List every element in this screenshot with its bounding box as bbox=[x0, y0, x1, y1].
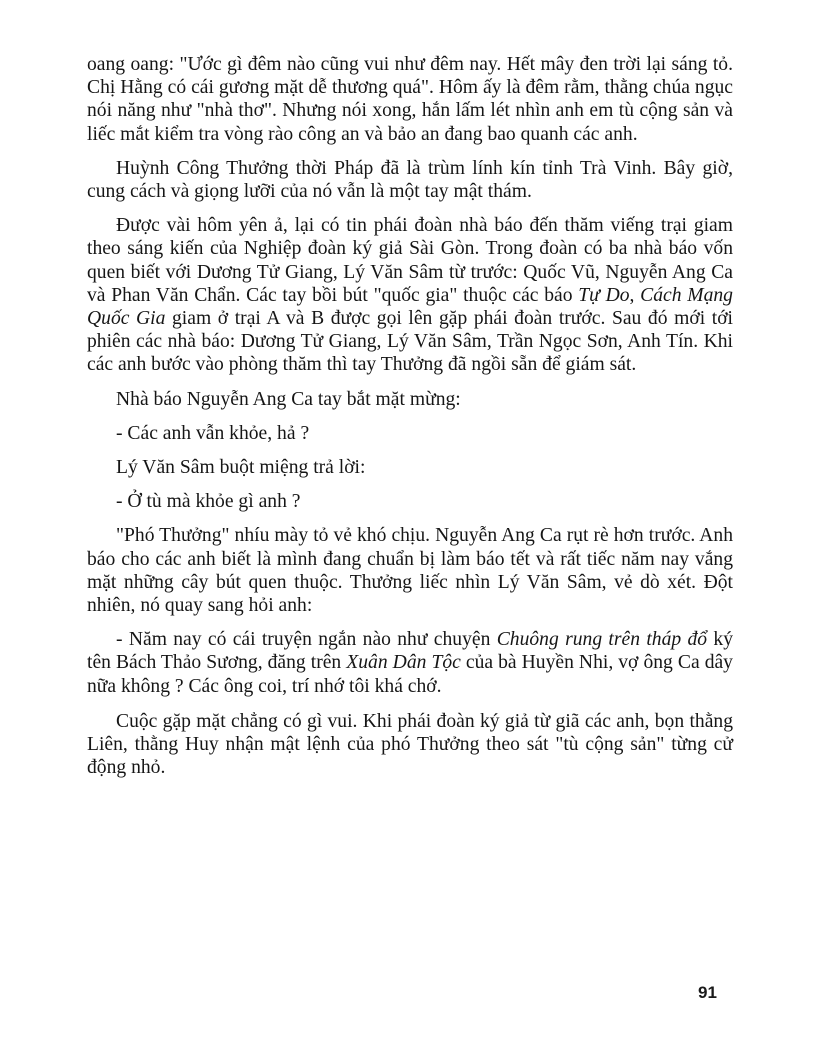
paragraph-1-text: oang oang: "Ước gì đêm nào cũng vui như đêm nay. Hết mây đen trời lại sáng tỏ. Chị Hằng có cái gương mặt dễ thương quá". Hôm ấy là đêm rằm, thằng chúa ngục nói năng như "nhà thơ". Nhưng nói xong, hắn lấm lét nhìn anh em tù cộng sản và liếc mắt kiểm tra vòng rào công an và bảo an đang bao quanh các anh. bbox=[87, 54, 733, 145]
paragraph-8 bbox=[87, 524, 733, 617]
paragraph-6-text: Lý Văn Sâm buột miệng trả lời: bbox=[116, 457, 366, 479]
paragraph-6 bbox=[87, 456, 733, 479]
dialogue-line-1-text: - Các anh vẫn khỏe, hả ? bbox=[116, 422, 310, 444]
paragraph-3-comma: , bbox=[629, 284, 641, 306]
paragraph-10-text: Cuộc gặp mặt chẳng có gì vui. Khi phái đoàn ký giả từ giã các anh, bọn thằng Liên, thằng Huy nhận mật lệnh của phó Thưởng theo sát "tù cộng sản" từng cử động nhỏ. bbox=[87, 710, 733, 779]
dialogue-line-3-text-c: của bà Huyền Nhi, vợ ông Ca dây nữa không ? Các ông coi, trí nhớ tôi khá chớ. bbox=[87, 652, 733, 697]
paragraph-4-text: Nhà báo Nguyễn Ang Ca tay bắt mặt mừng: bbox=[116, 388, 461, 410]
paragraph-3 bbox=[87, 214, 733, 376]
newspaper-title-xuan-dan-toc: Xuân Dân Tộc bbox=[346, 652, 461, 674]
story-title-chuong-rung: Chuông rung trên tháp đổ bbox=[496, 629, 708, 651]
paragraph-2-text: Huỳnh Công Thưởng thời Pháp đã là trùm lính kín tỉnh Trà Vinh. Bây giờ, cung cách và giọng lưỡi của nó vẫn là một tay mật thám. bbox=[87, 157, 733, 203]
page-body bbox=[87, 53, 733, 779]
paragraph-1 bbox=[87, 53, 733, 146]
dialogue-line-3-text-a: - Năm nay có cái truyện ngắn nào như chuyện bbox=[116, 629, 497, 651]
dialogue-line-3 bbox=[87, 628, 733, 698]
newspaper-title-tu-do: Tự Do bbox=[578, 284, 630, 306]
newspaper-title-cach-mang-quoc-gia: Cách Mạng Quốc Gia bbox=[87, 284, 733, 330]
dialogue-line-2-text: - Ở tù mà khỏe gì anh ? bbox=[116, 491, 301, 513]
paragraph-3-text-b: giam ở trại A và B được gọi lên gặp phái đoàn trước. Sau đó mới tới phiên các nhà báo: Dương Tử Giang, Lý Văn Sâm, Trần Ngọc Sơn, Anh Tín. Khi các anh bước vào phòng thăm thì tay Thưởng đã ngồi sẵn để giám sát. bbox=[87, 308, 733, 376]
paragraph-4 bbox=[87, 388, 733, 411]
page-number: 91 bbox=[698, 983, 717, 1002]
paragraph-8-text: "Phó Thưởng" nhíu mày tỏ vẻ khó chịu. Nguyễn Ang Ca rụt rè hơn trước. Anh báo cho các anh biết là mình đang chuẩn bị làm báo tết và rất tiếc năm nay vắng mặt những cây bút quen thuộc. Thưởng liếc nhìn Lý Văn Sâm, vẻ dò xét. Đột nhiên, nó quay sang hỏi anh: bbox=[87, 525, 733, 617]
dialogue-line-1 bbox=[87, 422, 733, 445]
paragraph-3-text-a: Được vài hôm yên ả, lại có tin phái đoàn nhà báo đến thăm viếng trại giam theo sáng kiến của Nghiệp đoàn ký giả Sài Gòn. Trong đoàn có ba nhà báo vốn quen biết với Dương Tử Giang, Lý Văn Sâm từ trước: Quốc Vũ, Nguyễn Ang Ca và Phan Văn Chẩn. Các tay bồi bút "quốc gia" thuộc các báo bbox=[87, 215, 733, 306]
paragraph-2 bbox=[87, 157, 733, 203]
dialogue-line-3-text-b: ký tên Bách Thảo Sương, đăng trên bbox=[87, 629, 733, 674]
paragraph-10 bbox=[87, 710, 733, 780]
dialogue-line-2 bbox=[87, 490, 733, 513]
